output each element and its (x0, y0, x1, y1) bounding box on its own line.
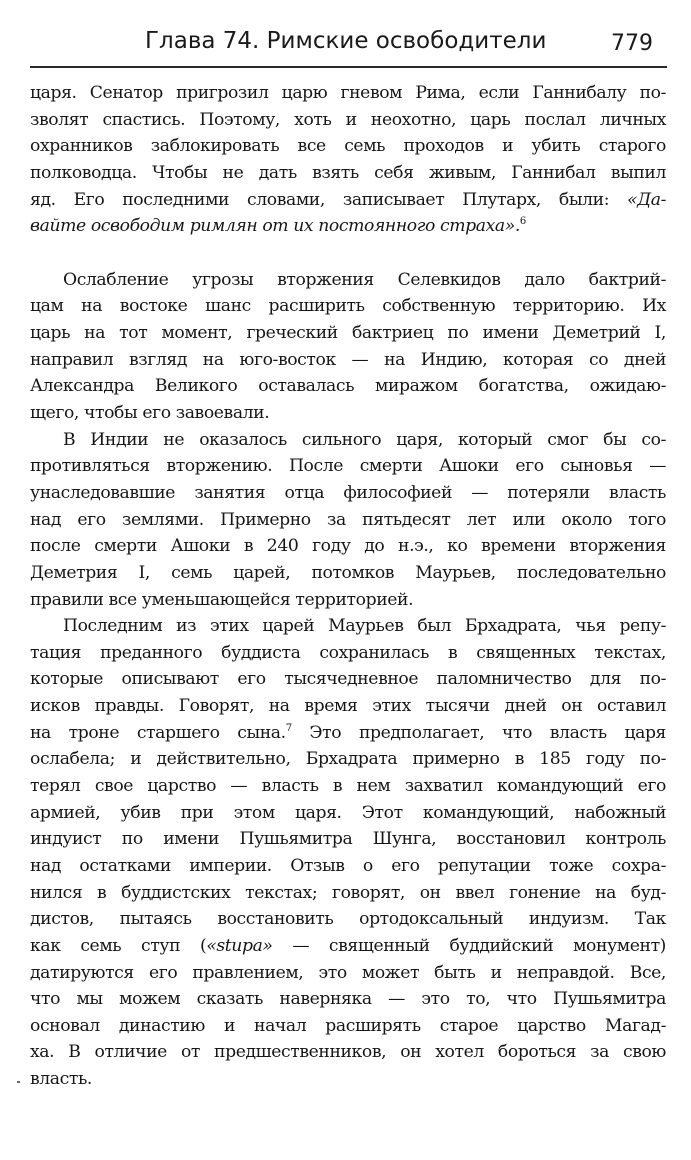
text-line (30, 1039, 666, 1066)
line-text: что мы можем сказать наверняка — это то, что Пушьямитра (30, 989, 666, 1010)
line-text: охранников заблокировать все семь проходов и убить старого (30, 136, 666, 157)
line-text: датируются его правлением, это может быть и неправдой. Все, (30, 962, 666, 983)
line-text: после смерти Ашоки в 240 году до н.э., ко времени вторжения (30, 536, 666, 557)
footnote-marker: 7 (285, 722, 292, 734)
line-text: вайте освободим римлян от их постоянного страха». (30, 216, 520, 237)
text-line (30, 213, 666, 240)
text-line (30, 773, 666, 800)
line-text: тация преданного буддиста сохранилась в священных текстах, (30, 642, 666, 663)
text-line (30, 746, 666, 773)
paragraph (30, 613, 666, 1093)
text-line (30, 320, 666, 347)
scan-speck (17, 1081, 20, 1083)
line-text: основал династию и начал расширять старое царство Магад- (30, 1015, 666, 1036)
text-line (30, 107, 666, 134)
text-line (30, 400, 666, 427)
text-line (30, 720, 666, 747)
line-text: власть. (30, 1069, 92, 1090)
text-line (30, 453, 666, 480)
footnote-marker: 6 (519, 216, 526, 228)
text-line (30, 560, 666, 587)
line-text: Последним из этих царей Маурьев был Брхадрата, чья репу- (63, 616, 666, 637)
line-text: дистов, пытаясь восстановить ортодоксальный индуизм. Так (30, 909, 666, 930)
line-text: индуист по имени Пушьямитра Шунга, восстановил контроль (30, 829, 666, 850)
text-line (30, 800, 666, 827)
text-line (30, 933, 666, 960)
line-text: В Индии не оказалось сильного царя, который смог бы со- (63, 429, 666, 450)
line-text: ослабела; и действительно, Брхадрата примерно в 185 году по- (30, 749, 666, 770)
text-line (30, 373, 666, 400)
text-line (30, 1066, 666, 1093)
line-text: Ослабление угрозы вторжения Селевкидов дало бактрий- (63, 269, 666, 290)
text-line (30, 666, 666, 693)
paragraph (30, 427, 666, 613)
text-line (30, 826, 666, 853)
line-text-rest: — священный буддийский монумент) (272, 935, 666, 956)
line-text: полководца. Чтобы не дать взять себя живым, Ганнибал выпил (30, 162, 666, 183)
paragraph (30, 267, 666, 427)
text-line (30, 587, 666, 614)
running-header (0, 22, 691, 70)
line-text: исков правды. Говорят, на время этих тысячи дней он оставил (30, 696, 666, 717)
line-text: яд. Его последними словами, записывает Плутарх, были: «Да- (30, 189, 666, 210)
line-text: как семь ступ ( (30, 935, 207, 956)
text-line (30, 853, 666, 880)
text-line (30, 880, 666, 907)
paragraph-gap (30, 240, 666, 267)
text-line (30, 507, 666, 534)
line-text: которые описывают его тысячедневное паломничество для по- (30, 669, 666, 690)
line-text: ха. В отличие от предшественников, он хотел бороться за свою (30, 1042, 666, 1063)
text-line (30, 986, 666, 1013)
line-text: зволят спастись. Поэтому, хоть и неохотно, царь послал личных (30, 109, 666, 130)
line-text: нился в буддистских текстах; говорят, он ввел гонение на буд- (30, 882, 666, 903)
text-line (30, 1013, 666, 1040)
line-text: над его землями. Примерно за пятьдесят лет или около того (30, 509, 666, 530)
text-line (30, 906, 666, 933)
line-text-rest: Это предполагает, что власть царя (291, 722, 666, 743)
text-line (30, 133, 666, 160)
line-text: щего, чтобы его завоевали. (30, 403, 270, 424)
italic-term: «stupa» (206, 935, 273, 956)
line-text: терял свое царство — власть в нем захватил командующий его (30, 776, 666, 797)
line-text: царя. Сенатор пригрозил царю гневом Рима, если Ганнибалу по- (30, 83, 666, 103)
line-text: царь на тот момент, греческий бактриец по имени Деметрий I, (30, 323, 666, 344)
line-text: цам на востоке шанс расширить собственную территорию. Их (30, 296, 666, 317)
page-number: 779 (611, 31, 653, 56)
paragraph (30, 80, 666, 240)
line-text: правили все уменьшающейся территорией. (30, 589, 414, 610)
text-line (30, 427, 666, 454)
text-line (30, 347, 666, 374)
text-line (30, 267, 666, 294)
line-text: Александра Великого оставалась миражом богатства, ожидаю- (30, 376, 666, 397)
line-text: над остатками империи. Отзыв о его репутации тоже сохра- (30, 855, 666, 876)
text-line (30, 693, 666, 720)
text-line (30, 613, 666, 640)
chapter-title: Глава 74. Римские освободители (145, 28, 547, 54)
text-line (30, 80, 666, 107)
line-text: армией, убив при этом царя. Этот командующий, набожный (30, 802, 666, 823)
line-text: Деметрия I, семь царей, потомков Маурьев, последовательно (30, 562, 666, 583)
text-line (30, 187, 666, 214)
text-line (30, 640, 666, 667)
text-line (30, 160, 666, 187)
text-line (30, 533, 666, 560)
text-line (30, 293, 666, 320)
line-text: на троне старшего сына. (30, 722, 286, 743)
text-line (30, 480, 666, 507)
line-text: унаследовавшие занятия отца философией — потеряли власть (30, 482, 666, 503)
line-text: направил взгляд на юго-восток — на Индию, которая со дней (30, 349, 666, 370)
line-text: противляться вторжению. После смерти Ашоки его сыновья — (30, 456, 666, 477)
body-text (30, 80, 666, 1093)
header-rule (30, 66, 667, 68)
text-line (30, 960, 666, 987)
